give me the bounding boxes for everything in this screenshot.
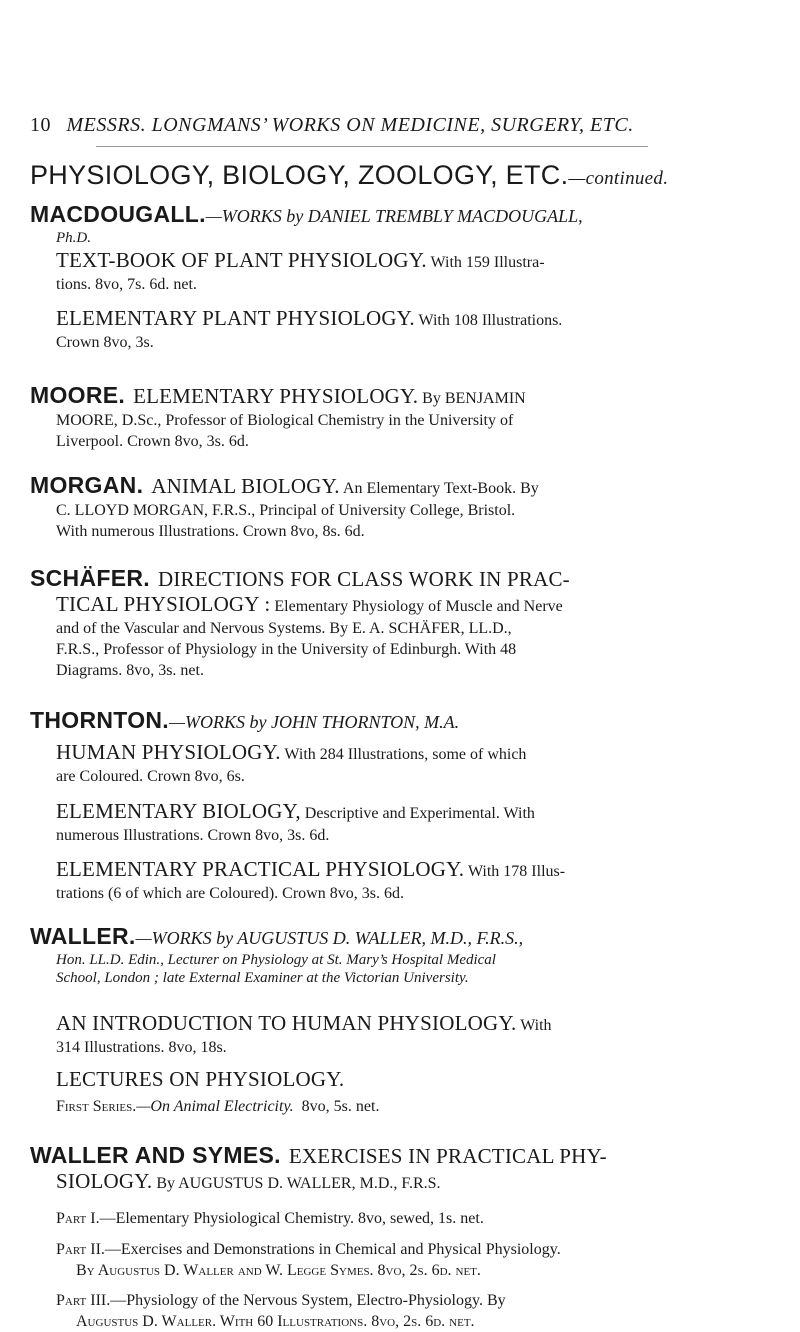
book-description: With 284 Illustrations, some of which	[284, 746, 527, 763]
book-description: Descriptive and Experimental. With	[304, 805, 535, 822]
running-head	[30, 114, 770, 137]
book-title-cont: SIOLOGY.	[56, 1169, 153, 1193]
book-text-book-plant-physiology	[30, 249, 770, 296]
author-name: MOORE.	[30, 382, 126, 408]
book-title: AN INTRODUCTION TO HUMAN PHYSIOLOGY.	[56, 1011, 517, 1035]
book-description: An Elementary Text-Book. By	[342, 480, 539, 497]
book-description: With 159 Illustra-	[430, 254, 545, 271]
book-title: ELEMENTARY BIOLOGY,	[56, 799, 301, 823]
author-name: MORGAN.	[30, 472, 144, 498]
part-text: —Exercises and Demonstrations in Chemical and Physical Physiology.	[104, 1241, 561, 1258]
book-description: With 108 Illustrations.	[418, 312, 563, 329]
book-description: With 178 Illus-	[467, 863, 566, 880]
entry-schafer	[30, 565, 770, 681]
works-by: —WORKS by JOHN THORNTON, M.A.	[169, 712, 460, 732]
author-name: THORNTON.	[30, 707, 169, 733]
book-description-cont: Diagrams. 8vo, 3s. net.	[56, 662, 204, 679]
section-title	[30, 160, 668, 191]
author-credentials: Hon. LL.D. Edin., Lecturer on Physiology at St. Mary’s Hospital Medical	[56, 952, 496, 968]
entry-waller-symes	[30, 1142, 770, 1195]
author-name: SCHÄFER.	[30, 565, 150, 591]
author-name: MACDOUGALL.	[30, 201, 206, 227]
book-elementary-plant-physiology	[30, 307, 770, 354]
series-label: First Series.	[56, 1098, 137, 1115]
page-number: 10	[30, 114, 51, 136]
running-head-text: MESSRS. LONGMANS’ WORKS ON MEDICINE, SURGERY, ETC.	[66, 114, 634, 136]
book-title: ELEMENTARY PLANT PHYSIOLOGY.	[56, 306, 415, 330]
book-description-cont: Liverpool. Crown 8vo, 3s. 6d.	[56, 433, 249, 450]
book-description: Elementary Physiology of Muscle and Nerve	[274, 598, 563, 615]
entry-heading	[30, 203, 770, 229]
book-lectures-on-physiology	[30, 1068, 770, 1118]
book-description-cont: C. LLOYD MORGAN, F.R.S., Principal of University College, Bristol.	[56, 502, 516, 519]
book-description-cont: are Coloured. Crown 8vo, 6s.	[56, 768, 245, 785]
book-description-cont: trations (6 of which are Coloured). Crown 8vo, 3s. 6d.	[56, 885, 404, 902]
author-name: WALLER.	[30, 923, 136, 949]
works-by: —WORKS by AUGUSTUS D. WALLER, M.D., F.R.S.,	[135, 928, 524, 948]
book-description: By BENJAMIN	[422, 390, 526, 407]
book-description-cont: tions. 8vo, 7s. 6d. net.	[56, 276, 197, 293]
book-description-cont: Crown 8vo, 3s.	[56, 334, 154, 351]
book-introduction-human-physiology	[30, 1012, 770, 1059]
entry-macdougall	[30, 203, 770, 247]
book-title: ANIMAL BIOLOGY.	[151, 474, 340, 498]
entry-waller	[30, 925, 770, 987]
book-description-cont: numerous Illustrations. Crown 8vo, 3s. 6d.	[56, 827, 330, 844]
author-name: WALLER AND SYMES.	[30, 1142, 281, 1168]
series-title: —On Animal Electricity.	[136, 1098, 294, 1115]
book-description-cont: 314 Illustrations. 8vo, 18s.	[56, 1039, 227, 1056]
book-description-cont: MOORE, D.Sc., Professor of Biological Chemistry in the University of	[56, 412, 514, 429]
book-title: ELEMENTARY PHYSIOLOGY.	[133, 384, 419, 408]
section-continued: —continued.	[568, 168, 669, 189]
book-human-physiology	[30, 741, 770, 788]
book-title: LECTURES ON PHYSIOLOGY.	[56, 1067, 345, 1091]
book-title: TEXT-BOOK OF PLANT PHYSIOLOGY.	[56, 248, 427, 272]
part-text: —Physiology of the Nervous System, Electro-Physiology. By	[110, 1292, 506, 1309]
book-authors: By AUGUSTUS D. WALLER, M.D., F.R.S.	[156, 1175, 441, 1192]
part-text-cont: By Augustus D. Waller and W. Legge Symes. 8vo, 2s. 6d. net.	[76, 1262, 481, 1279]
book-description-cont: With numerous Illustrations. Crown 8vo, 8s. 6d.	[56, 523, 365, 540]
part-1	[30, 1208, 770, 1229]
part-label: Part I.	[56, 1210, 100, 1227]
book-title: DIRECTIONS FOR CLASS WORK IN PRAC-	[157, 567, 570, 591]
entry-thornton	[30, 709, 770, 735]
book-description: With	[520, 1017, 552, 1034]
book-title: EXERCISES IN PRACTICAL PHY-	[288, 1144, 607, 1168]
part-text-cont: Augustus D. Waller. With 60 Illustrations. 8vo, 2s. 6d. net.	[76, 1313, 475, 1330]
book-elementary-biology	[30, 800, 770, 847]
section-title-text: PHYSIOLOGY, BIOLOGY, ZOOLOGY, ETC.	[30, 160, 569, 190]
author-credentials-cont: School, London ; late External Examiner at the Victorian University.	[56, 970, 469, 986]
part-2	[30, 1239, 770, 1281]
entry-morgan	[30, 472, 770, 542]
part-label: Part II.	[56, 1241, 105, 1258]
part-label: Part III.	[56, 1292, 111, 1309]
header-rule	[96, 146, 648, 147]
book-description-cont: and of the Vascular and Nervous Systems. By E. A. SCHÄFER, LL.D.,	[56, 620, 512, 637]
series-price: 8vo, 5s. net.	[301, 1098, 380, 1115]
entry-moore	[30, 382, 770, 452]
book-description-cont: F.R.S., Professor of Physiology in the University of Edinburgh. With 48	[56, 641, 517, 658]
book-elementary-practical-physiology	[30, 858, 770, 905]
book-title-cont: TICAL PHYSIOLOGY :	[56, 592, 271, 616]
book-title: ELEMENTARY PRACTICAL PHYSIOLOGY.	[56, 857, 465, 881]
part-3	[30, 1290, 770, 1332]
part-text: —Elementary Physiological Chemistry. 8vo, sewed, 1s. net.	[99, 1210, 484, 1227]
book-title: HUMAN PHYSIOLOGY.	[56, 740, 281, 764]
author-degree: Ph.D.	[56, 230, 91, 246]
works-by: —WORKS by DANIEL TREMBLY MACDOUGALL,	[205, 206, 583, 226]
